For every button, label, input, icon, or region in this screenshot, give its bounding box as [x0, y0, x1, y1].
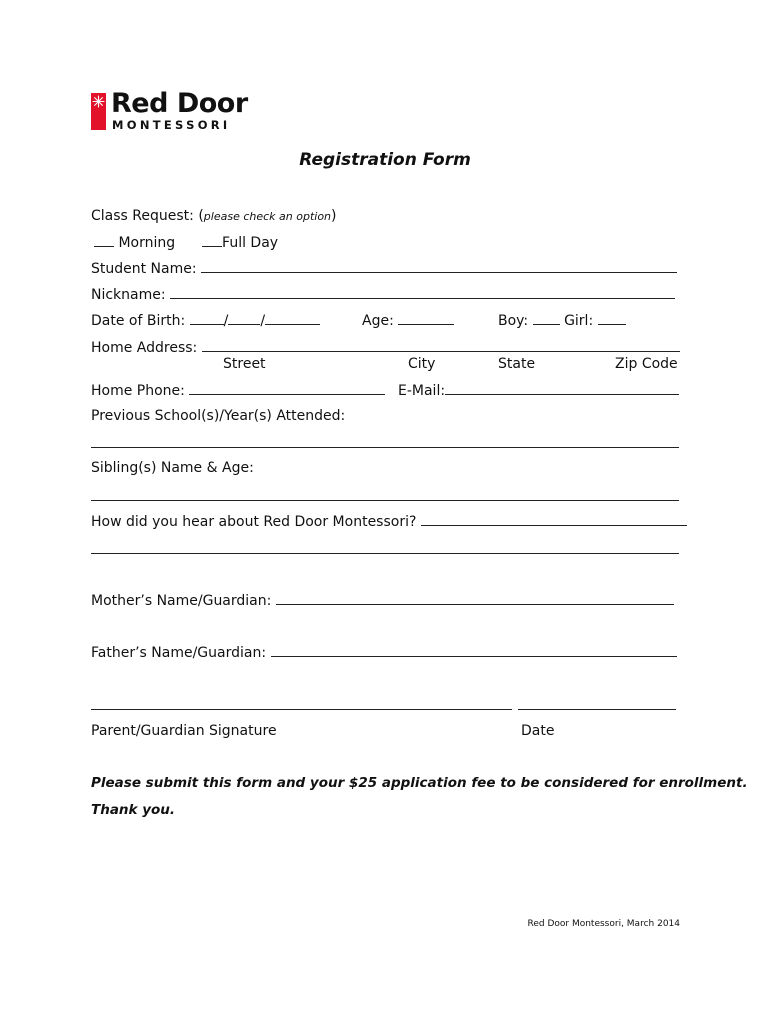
heard-about-field[interactable]: [421, 512, 687, 526]
home-address-field[interactable]: [202, 338, 680, 352]
date-label: Date: [521, 723, 555, 739]
email-row: [398, 381, 679, 400]
email-field[interactable]: [445, 381, 679, 395]
class-request-label: Class Request:: [91, 208, 194, 224]
home-phone-label: Home Phone:: [91, 383, 185, 399]
student-name-field[interactable]: [201, 259, 677, 273]
siblings-label: Sibling(s) Name & Age:: [91, 460, 254, 476]
nickname-row: [91, 285, 675, 304]
heard-about-field-continued[interactable]: [91, 553, 679, 554]
logo-name: Red Door: [111, 88, 248, 119]
page-title: Registration Form: [299, 150, 471, 170]
father-row: [91, 643, 677, 662]
dob-month-field[interactable]: [190, 311, 224, 325]
siblings-field[interactable]: [91, 500, 679, 501]
full-day-option-label: Full Day: [222, 235, 279, 251]
previous-school-field[interactable]: [91, 447, 679, 448]
submit-note: Please submit this form and your $25 application fee to be considered for enrollment.: [91, 775, 748, 791]
email-label: E-Mail:: [398, 383, 446, 399]
logo-mark: [91, 93, 106, 130]
mother-row: [91, 591, 674, 610]
boy-label: Boy:: [498, 313, 529, 329]
boy-field[interactable]: [533, 311, 560, 325]
student-name-row: [91, 259, 677, 278]
signature-field[interactable]: [91, 709, 512, 710]
mother-field[interactable]: [276, 591, 674, 605]
previous-school-label: Previous School(s)/Year(s) Attended:: [91, 408, 346, 424]
home-phone-field[interactable]: [189, 381, 385, 395]
dob-label: Date of Birth:: [91, 313, 186, 329]
logo-subtitle: MONTESSORI: [112, 118, 231, 132]
dob-year-field[interactable]: [265, 311, 320, 325]
thank-you-note: Thank you.: [91, 802, 176, 818]
home-address-row: [91, 338, 680, 357]
student-name-label: Student Name:: [91, 261, 197, 277]
full-day-checkbox-blank[interactable]: [202, 233, 222, 247]
morning-option-label: Morning: [118, 235, 176, 251]
home-address-label: Home Address:: [91, 340, 198, 356]
footer-note: Red Door Montessori, March 2014: [527, 919, 680, 929]
home-phone-row: [91, 381, 385, 400]
heard-about-label: How did you hear about Red Door Montessori?: [91, 514, 417, 530]
morning-checkbox-blank[interactable]: [94, 233, 114, 247]
heard-about-row: [91, 512, 687, 531]
age-field[interactable]: [398, 311, 454, 325]
address-street-caption: Street: [223, 356, 266, 372]
nickname-label: Nickname:: [91, 287, 166, 303]
asterisk-icon: [92, 95, 105, 108]
address-city-caption: City: [408, 356, 436, 372]
date-field[interactable]: [518, 709, 676, 710]
class-request-row: Class Request: (please check an option): [91, 208, 337, 224]
address-state-caption: State: [498, 356, 536, 372]
girl-label: Girl:: [564, 313, 594, 329]
class-request-hint: please check an option: [203, 210, 332, 223]
gender-row: [498, 311, 626, 330]
dob-day-field[interactable]: [228, 311, 260, 325]
signature-label: Parent/Guardian Signature: [91, 723, 277, 739]
dob-row: Date of Birth: / /: [91, 311, 320, 330]
nickname-field[interactable]: [170, 285, 675, 299]
girl-field[interactable]: [598, 311, 626, 325]
class-options-row: [94, 233, 278, 252]
father-label: Father’s Name/Guardian:: [91, 645, 267, 661]
age-label: Age:: [362, 313, 394, 329]
mother-label: Mother’s Name/Guardian:: [91, 593, 272, 609]
age-row: [362, 311, 454, 330]
father-field[interactable]: [271, 643, 677, 657]
address-zip-caption: Zip Code: [615, 356, 678, 372]
